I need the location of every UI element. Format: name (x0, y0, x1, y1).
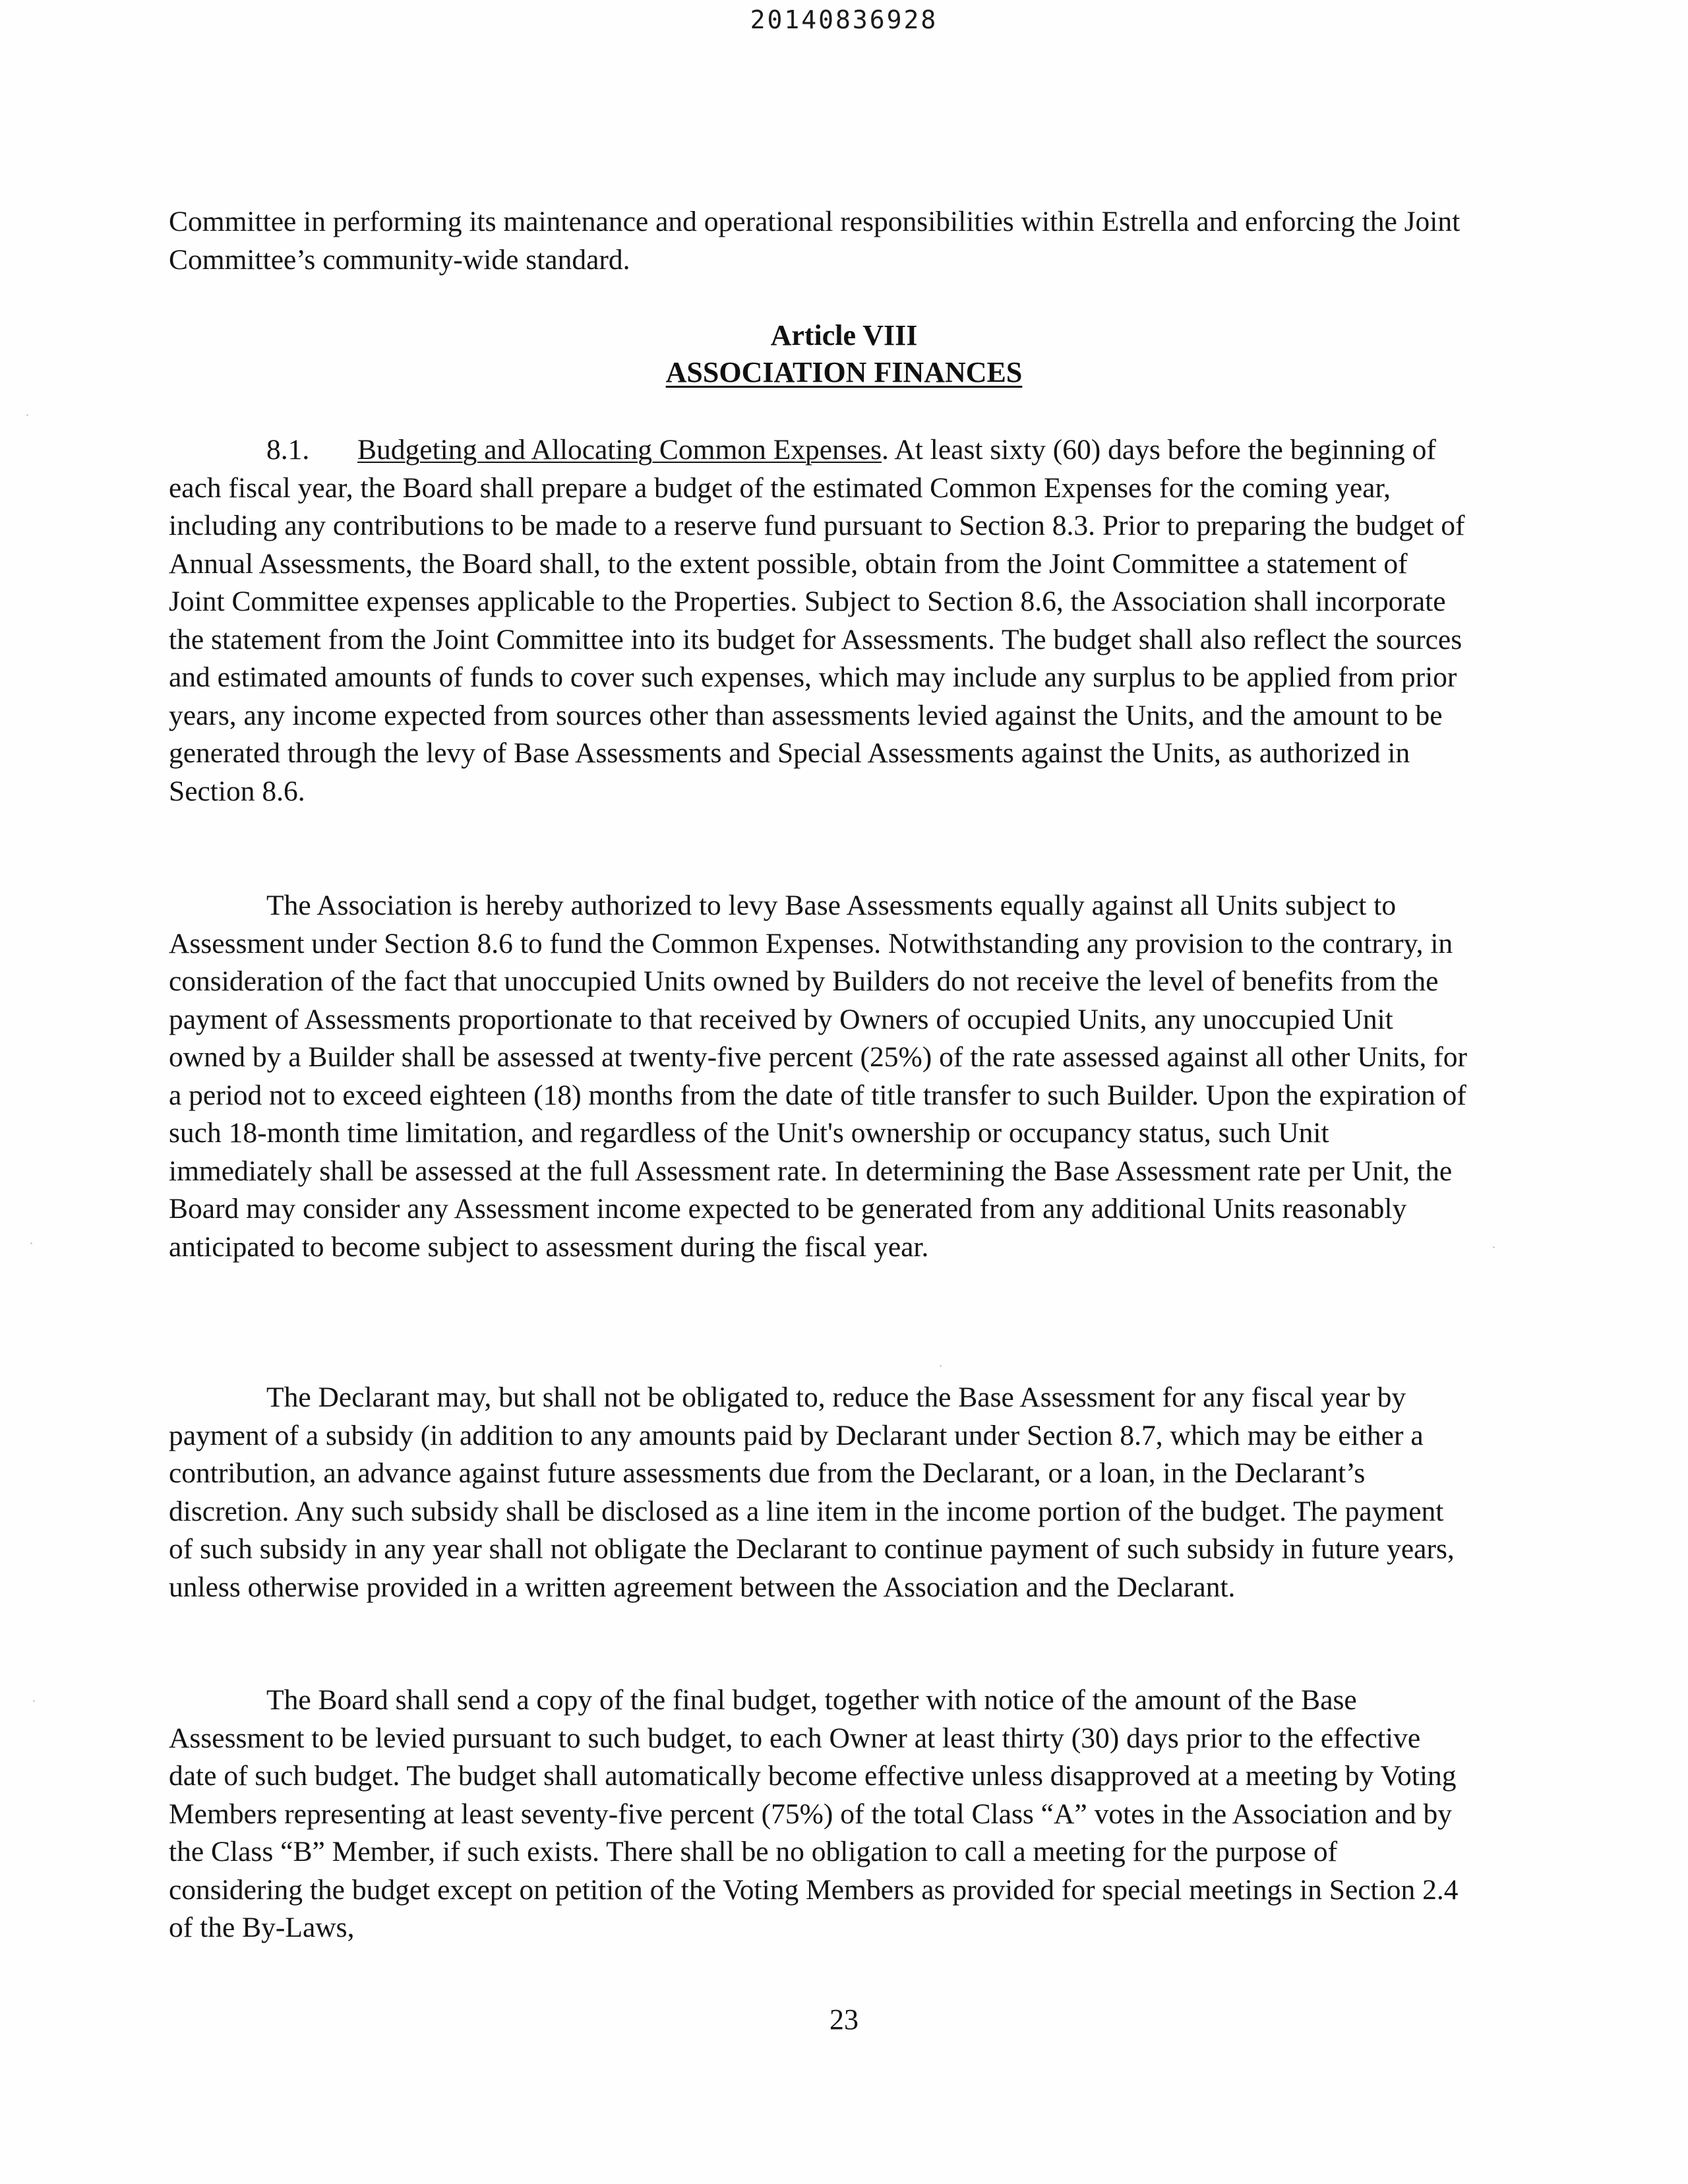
scan-speck (26, 414, 28, 416)
section-number: 8.1. (266, 434, 310, 466)
paragraph-text: The Board shall send a copy of the final budget, together with notice of the amount of the Base Assessment to be levied pursuant to such budget, to each Owner at least thirty (30) days prior to the effective date of such budget. The budget shall automatically become effective unless disapproved at a meeting by Voting Members representing at least seventy-five percent (75%) of the total Class “A” votes in the Association and by the Class “B” Member, if such exists. There shall be no obligation to call a meeting for the purpose of considering the budget except on petition of the Voting Members as provided for special meetings in Section 2.4 of the By-Laws, (169, 1684, 1459, 1943)
paragraph-text: The Association is hereby authorized to levy Base Assessments equally against all Units subject to Assessment under Section 8.6 to fund the Common Expenses. Notwithstanding any provision to the contrary, in consideration of the fact that unoccupied Units owned by Builders do not receive the level of benefits from the payment of Assessments proportionate to that received by Owners of occupied Units, any unoccupied Unit owned by a Builder shall be assessed at twenty-five percent (25%) of the rate assessed against all other Units, for a period not to exceed eighteen (18) months from the date of title transfer to such Builder. Upon the expiration of such 18-month time limitation, and regardless of the Unit's ownership or occupancy status, such Unit immediately shall be assessed at the full Assessment rate. In determining the Base Assessment rate per Unit, the Board may consider any Assessment income expected to be generated from any additional Units reasonably anticipated to become subject to assessment during the fiscal year. (169, 890, 1467, 1263)
scan-speck (30, 1242, 32, 1244)
page-number: 23 (829, 2003, 859, 2036)
section-8-1-paragraph (169, 431, 1468, 810)
recording-number: 20140836928 (750, 5, 938, 34)
continuation-paragraph: Committee in performing its maintenance and operational responsibilities within Estrella and enforcing the Joint Committee’s community-wide standard. (169, 206, 1461, 276)
scan-speck (940, 1365, 942, 1367)
scan-speck (33, 1700, 35, 1702)
scan-speck (1493, 1246, 1495, 1248)
article-title: ASSOCIATION FINANCES (665, 356, 1023, 388)
article-label: Article VIII (770, 319, 918, 351)
paragraph-text: The Declarant may, but shall not be obligated to, reduce the Base Assessment for any fiscal year by payment of a subsidy (in addition to any amounts paid by Declarant under Section 8.7, which may be either a contribution, an advance against future assessments due from the Declarant, or a loan, in the Declarant’s discretion. Any such subsidy shall be disclosed as a line item in the income portion of the budget. The payment of such subsidy in any year shall not obligate the Declarant to continue payment of such subsidy in future years, unless otherwise provided in a written agreement between the Association and the Declarant. (169, 1381, 1455, 1603)
authorization-paragraph (169, 887, 1468, 1266)
board-notice-paragraph (169, 1682, 1468, 1947)
section-title: Budgeting and Allocating Common Expenses (357, 434, 882, 466)
section-text: . At least sixty (60) days before the beginning of each fiscal year, the Board shall prepare a budget of the estimated Common Expenses for the coming year, including any contributions to be made to a reserve fund pursuant to Section 8.3. Prior to preparing the budget of Annual Assessments, the Board shall, to the extent possible, obtain from the Joint Committee a statement of Joint Committee expenses applicable to the Properties. Subject to Section 8.6, the Association shall incorporate the statement from the Joint Committee into its budget for Assessments. The budget shall also reflect the sources and estimated amounts of funds to cover such expenses, which may include any surplus to be applied from prior years, any income expected from sources other than assessments levied against the Units, and the amount to be generated through the levy of Base Assessments and Special Assessments against the Units, as authorized in Section 8.6. (169, 434, 1465, 807)
declarant-subsidy-paragraph (169, 1379, 1468, 1606)
